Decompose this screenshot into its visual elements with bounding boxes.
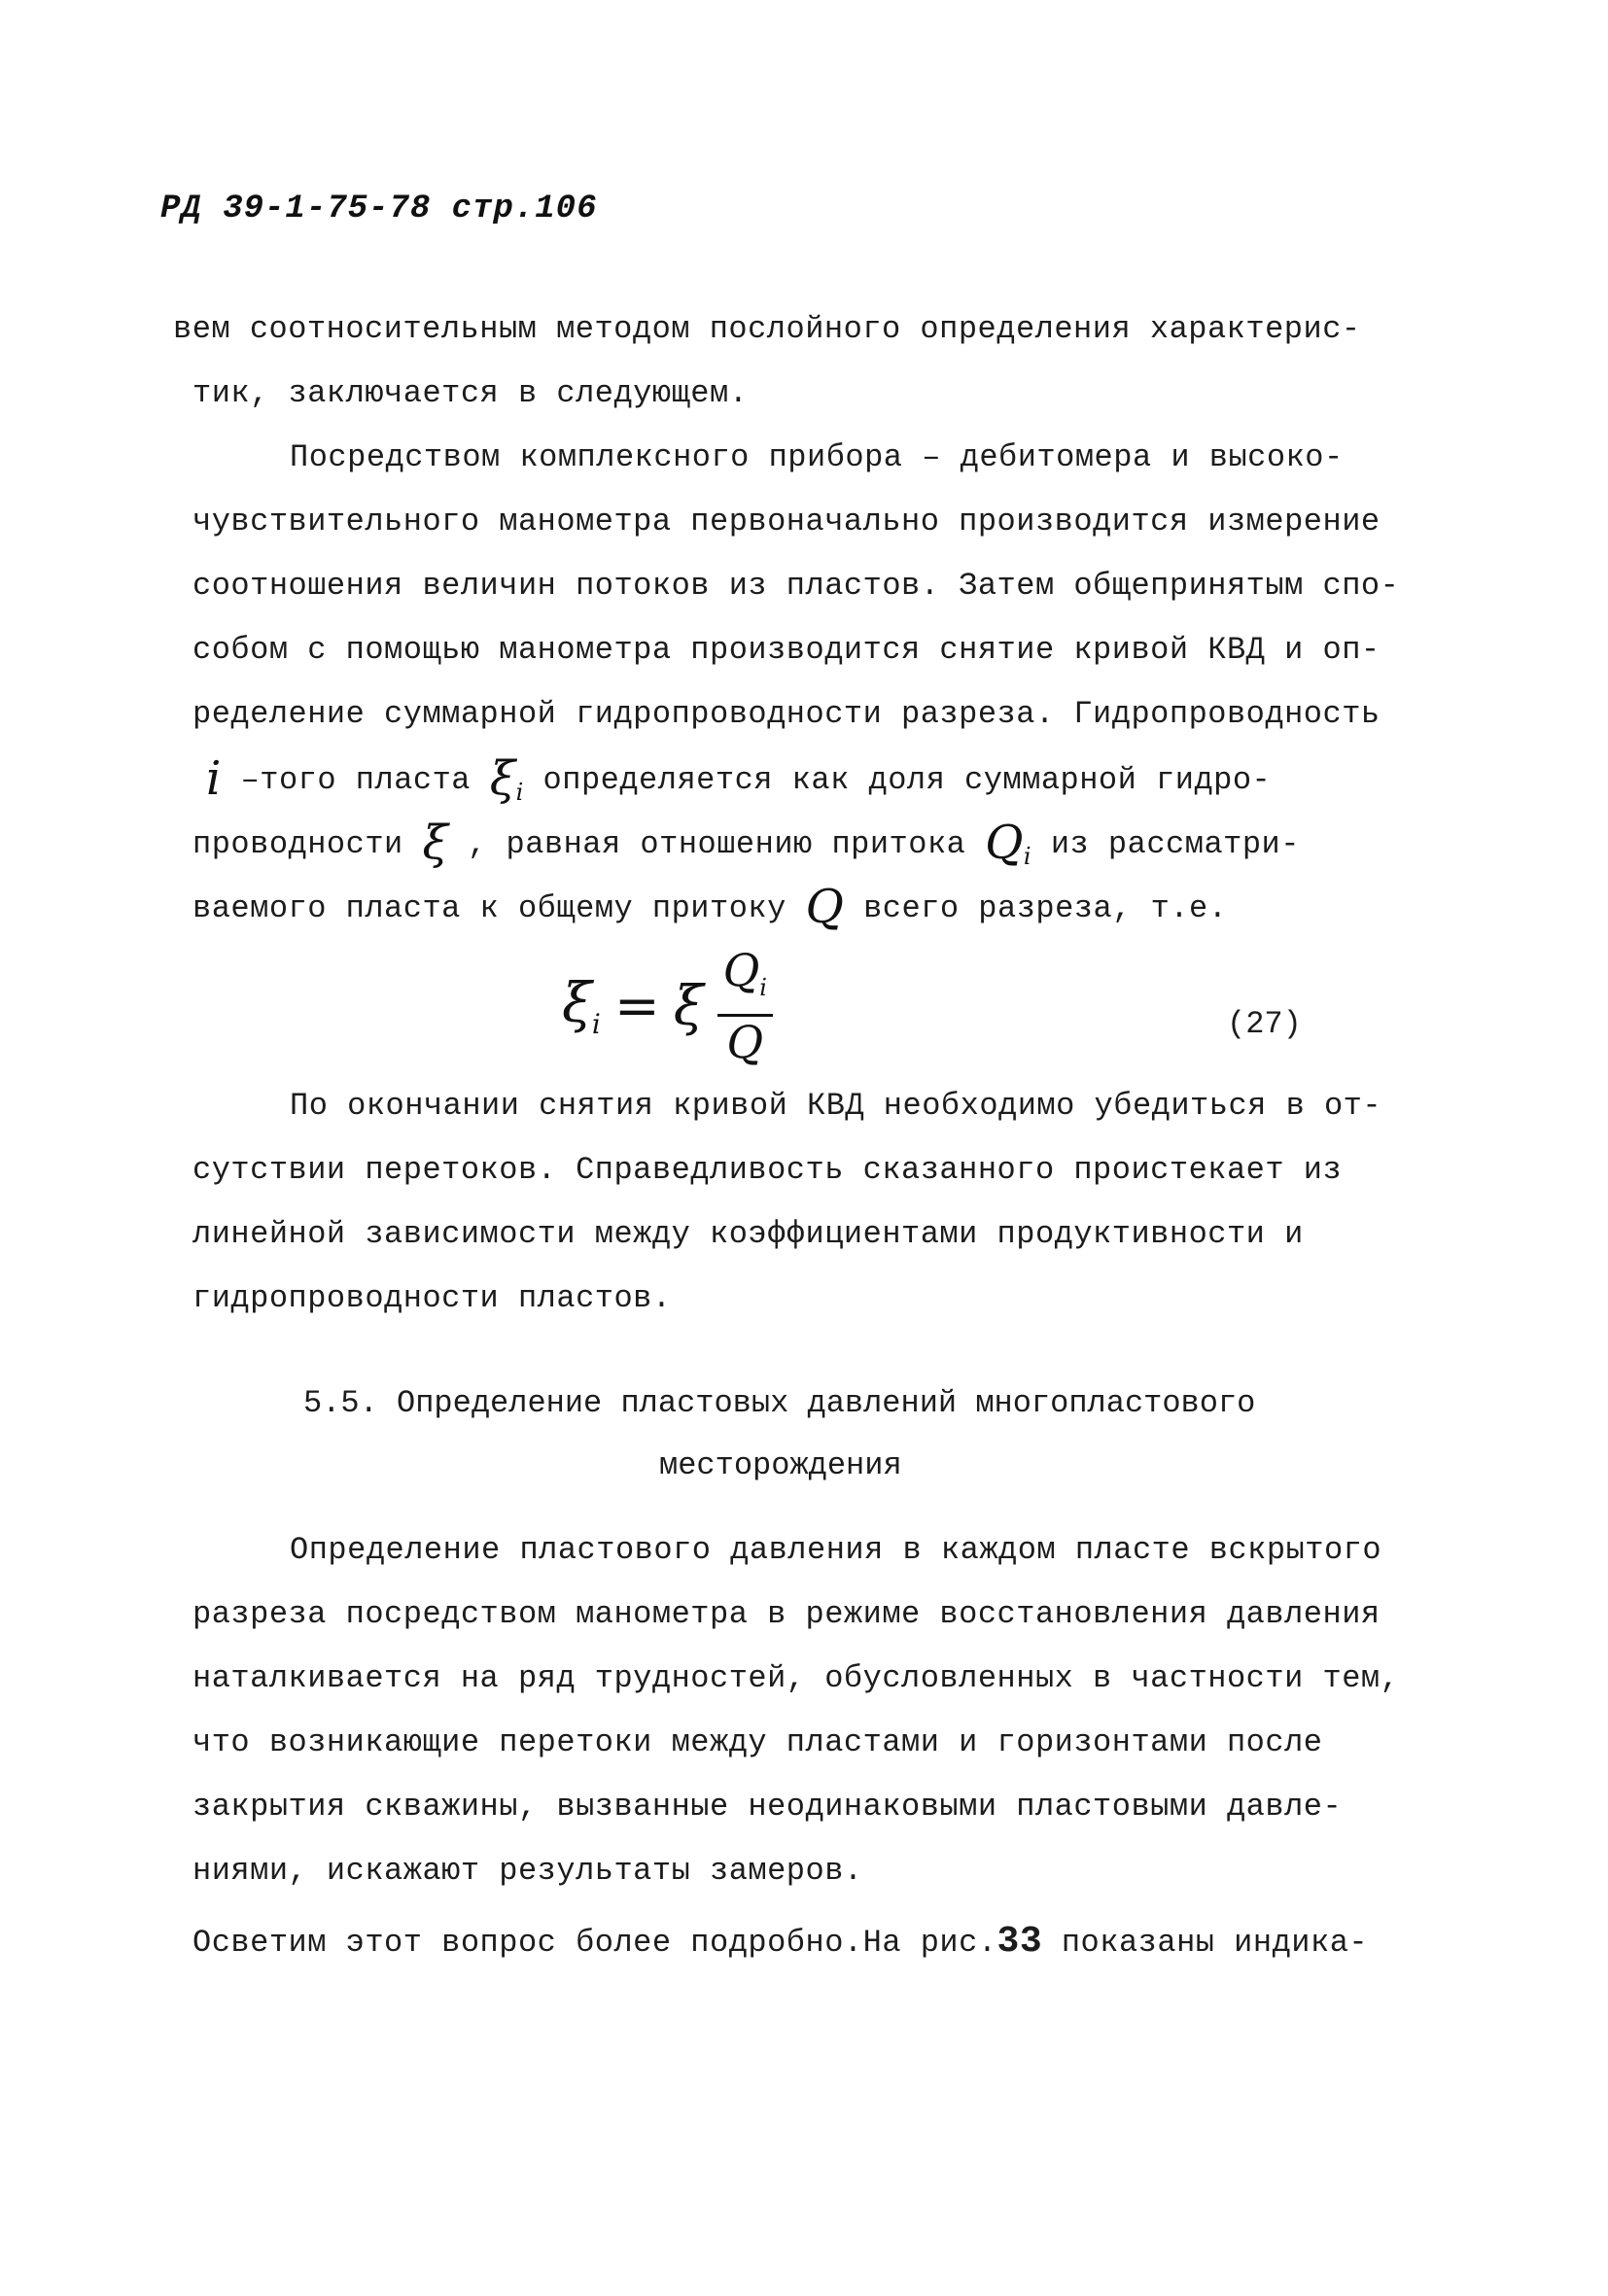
paragraph-line: соотношения величин потоков из пластов. Затем общепринятым спо- bbox=[192, 568, 1400, 604]
variable-q: Q bbox=[805, 880, 845, 934]
section-heading: 5.5. Определение пластовых давлений многопластового bbox=[303, 1385, 1256, 1421]
paragraph-line bbox=[192, 1923, 1368, 1963]
paragraph-line bbox=[206, 751, 1272, 812]
fraction bbox=[717, 945, 773, 1066]
text-fragment: –того пласта bbox=[221, 762, 490, 798]
figure-reference: 33 bbox=[996, 1921, 1043, 1963]
formula-lhs bbox=[562, 972, 601, 1040]
paragraph-line: собом с помощью манометра производится снятие кривой КВД и оп- bbox=[192, 632, 1381, 668]
paragraph-line: ниями, искажают результаты замеров. bbox=[192, 1853, 863, 1889]
subscript-i: i bbox=[1023, 843, 1032, 870]
symbol-q: Q bbox=[722, 944, 760, 997]
paragraph-line: По окончании снятия кривой КВД необходимо убедиться в от- bbox=[290, 1088, 1382, 1124]
paragraph-line bbox=[192, 816, 1300, 876]
subscript-i: i bbox=[591, 1008, 601, 1041]
paragraph-line: закрытия скважины, вызванные неодинаковыми пластовыми давле- bbox=[192, 1789, 1343, 1825]
formula-coefficient: ξ bbox=[673, 974, 704, 1038]
fraction-numerator bbox=[717, 945, 773, 1016]
paragraph-line: вем соотносительным методом послойного определения характерис- bbox=[173, 311, 1361, 347]
paragraph-line: гидропроводности пластов. bbox=[192, 1280, 672, 1316]
paragraph-line bbox=[192, 880, 1228, 934]
equation-number: (27) bbox=[1227, 1006, 1302, 1042]
text-fragment: всего разреза, т.е. bbox=[863, 890, 1228, 926]
symbol-xi: ξ bbox=[562, 971, 592, 1035]
text-fragment: , равная отношению притока bbox=[468, 826, 986, 862]
equals-sign: = bbox=[613, 974, 660, 1038]
paragraph-line: Определение пластового давления в каждом пласте вскрытого bbox=[290, 1532, 1382, 1568]
symbol-q: Q bbox=[985, 816, 1024, 870]
document-header: РД 39-1-75-78 стр.106 bbox=[160, 191, 598, 227]
text-fragment: из рассматри- bbox=[1050, 826, 1300, 862]
text-fragment: Осветим этот вопрос более подробно.На рис. bbox=[192, 1925, 997, 1961]
paragraph-line: Посредством комплексного прибора – дебитомера и высоко- bbox=[290, 439, 1344, 475]
paragraph-line: наталкивается на ряд трудностей, обусловленных в частности тем, bbox=[192, 1660, 1400, 1696]
fraction-denominator: Q bbox=[726, 1015, 764, 1068]
subscript-i: i bbox=[515, 779, 524, 806]
variable-q-i bbox=[985, 816, 1032, 876]
text-fragment: определяется как доля суммарной гидро- bbox=[542, 762, 1272, 798]
text-fragment: показаны индика- bbox=[1042, 1925, 1369, 1961]
equation-27 bbox=[562, 944, 773, 1068]
variable-xi: ξ bbox=[422, 816, 449, 870]
paragraph-line: линейной зависимости между коэффициентами продуктивности и bbox=[192, 1216, 1304, 1252]
text-fragment: проводности bbox=[192, 826, 423, 862]
paragraph-line: чувствительного манометра первоначально производится измерение bbox=[192, 504, 1381, 539]
subscript-i: i bbox=[759, 974, 767, 1002]
paragraph-line: разреза посредством манометра в режиме восстановления давления bbox=[192, 1596, 1381, 1632]
paragraph-line: тик, заключается в следующем. bbox=[192, 375, 749, 411]
paragraph-line: что возникающие перетоки между пластами и горизонтами после bbox=[192, 1724, 1323, 1760]
paragraph-line: ределение суммарной гидропроводности разреза. Гидропроводность bbox=[192, 696, 1381, 732]
paragraph-line: сутствии перетоков. Справедливость сказанного проистекает из bbox=[192, 1152, 1343, 1188]
variable-xi-i bbox=[489, 751, 524, 812]
variable-i: i bbox=[206, 751, 222, 806]
symbol-xi: ξ bbox=[489, 751, 516, 806]
section-heading-continued: месторождения bbox=[659, 1447, 902, 1483]
text-fragment: ваемого пласта к общему притоку bbox=[192, 890, 806, 926]
